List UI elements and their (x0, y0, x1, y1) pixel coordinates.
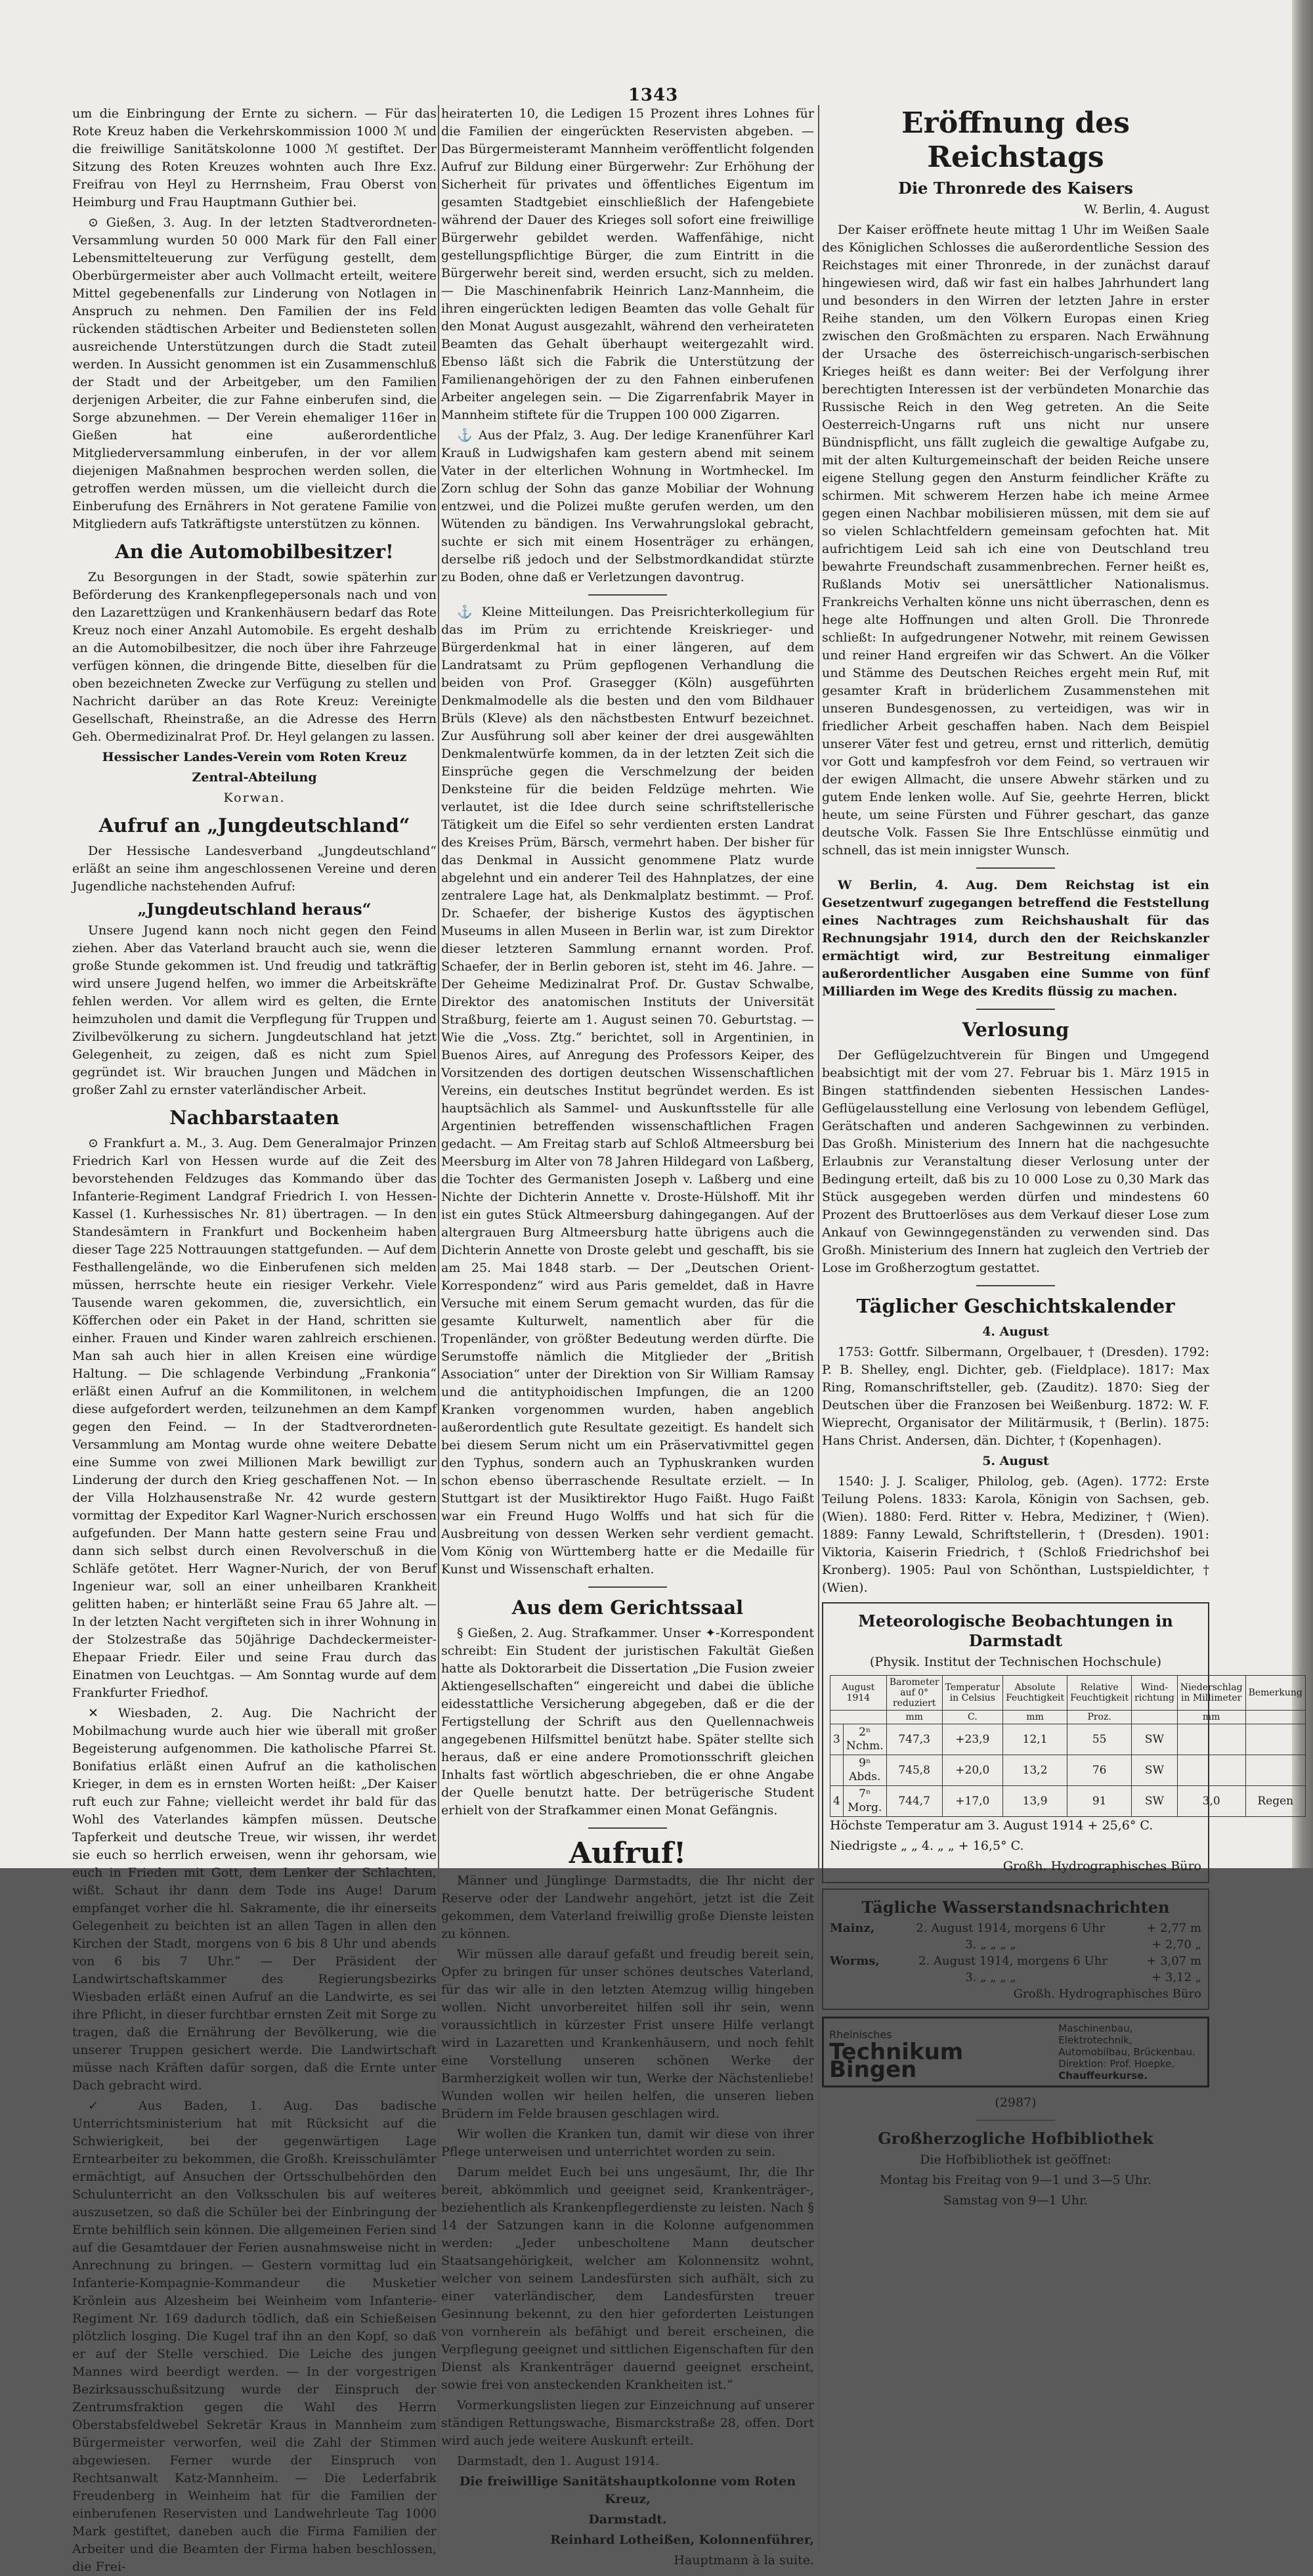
article-lottery: Der Geflügelzuchtverein für Bingen und Umgegend beabsichtigt mit der vom 27. Februar bis 1. März 1915 in Bingen stattfindenden siebenten Hessischen Landes-Geflügelausstellung eine Verlosung von lebendem Geflügel, Gerätschaften und anderen Sachgewinnen zu verbinden. Das Großh. Ministerium des Innern hat die nachgesuchte Erlaubnis zur Veranstaltung dieser Verlosung unter der Bedingung erteilt, daß bis zu 10 000 Lose zu 0,30 Mark das Stück ausgegeben werden dürfen und mindestens 60 Prozent des Bruttoerlöses aus dem Verkauf dieser Lose zum Ankauf von Gewinngegenständen zu verwenden sind. Das Großh. Ministerium des Innern hat zugleich den Vertrieb der Lose im Großherzogtum gestattet. (822, 1048, 1209, 1275)
weather-max-temp: Höchste Temperatur am 3. August 1914 + 25,6° C. (830, 1818, 1153, 1833)
weather-min-temp: Niedrigste „ „ 4. „ „ + 16,5° C. (830, 1839, 1024, 1853)
weather-cell: 13,9 (1003, 1786, 1067, 1817)
heading-automobile-owners: An die Automobilbesitzer! (115, 540, 394, 563)
signature-central-department: Zentral-Abteilung (192, 770, 317, 785)
weather-cell: 2ⁿ Nchm. (843, 1724, 886, 1755)
ad-label-rheinisches: Rheinisches (829, 2028, 892, 2041)
weather-header: Barometer auf 0° reduziert (886, 1676, 942, 1711)
heading-water-levels: Tägliche Wasserstandsnachrichten (861, 1898, 1170, 1917)
weather-header: Niederschlag in Millimeter (1177, 1676, 1245, 1711)
weather-table-body (830, 1724, 1306, 1817)
heading-lottery: Verlosung (962, 1018, 1069, 1041)
water-level: + 3,12 „ (1152, 1971, 1201, 1984)
weather-cell: 747,3 (886, 1724, 942, 1755)
weather-cell (1177, 1724, 1245, 1755)
weather-cell: +23,9 (942, 1724, 1002, 1755)
water-levels-list (830, 1920, 1201, 1986)
heading-reichstag-opening: Eröffnung des Reichstags (901, 106, 1130, 174)
article-jungdeutschland-body: Unsere Jugend kann noch nicht gegen den Feind ziehen. Aber das Vaterland braucht auch sie, wenn die große Stunde gekommen ist. Und freudig und tatkräftig wird unsere Jugend helfen, wo immer die Arbeitskräfte fehlen werden. Vor allem wird es gelten, die Ernte heimzuholen und damit die Verpflegung für Truppen und Zivilbevölkerung zu sichern. Jungdeutschland hat jetzt Gelegenheit, zu zeigen, daß es nicht zum Spiel gegründet ist. Wir brauchen Jungen und Mädchen in großer Zahl zu ernster vaterländischer Arbeit. (72, 923, 437, 1097)
subheading-jungdeutschland: „Jungdeutschland heraus“ (137, 900, 372, 919)
section-divider (976, 2120, 1055, 2121)
column-2 (441, 105, 814, 2567)
weather-signature: Großh. Hydrographisches Büro (1002, 1859, 1201, 1873)
water-level: + 2,70 „ (1152, 1938, 1201, 1952)
page-number: 1343 (628, 85, 679, 105)
weather-cell: 76 (1067, 1755, 1132, 1786)
article-throne-speech: Der Kaiser eröffnete heute mittag 1 Uhr im Weißen Saale des Königlichen Schlosses die außerordentliche Session des Reichstages mit einer Thronrede, in der zunächst darauf hingewiesen wird, daß wir fast ein halbes Jahrhundert lang und besonders in den Wirren der letzten Jahre in erster Reihe standen, um den Völkern Europas einen Krieg zwischen den Großmächten zu ersparen. Nach Erwähnung der Ursache des österreichisch-ungarisch-serbischen Krieges heißt es dann weiter: Bei der Verfolgung ihrer berechtigten Interessen ist der verbündeten Monarchie das Russische Reich in den Weg getreten. An die Seite Oesterreich-Ungarns ruft uns nicht nur unsere Bündnispflicht, uns fällt zugleich die gewaltige Aufgabe zu, mit der alten Kulturgemeinschaft der beiden Reiche unsere eigene Stellung gegen den Ansturm feindlicher Kräfte zu schirmen. Mit schwerem Herzen habe ich meine Armee gegen einen Nachbar mobilisieren müssen, mit dem sie auf so vielen Schlachtfeldern gemeinsam gefochten hat. Mit aufrichtigem Leid sah ich eine von Deutschland treu bewahrte Freundschaft zusammenbrechen. Ferner heißt es, Rußlands Motiv sei unersättlicher Nationalismus. Frankreichs Verhalten könne uns nicht überraschen, denn es hege alte Hoffnungen und alten Groll. Die Thronrede schließt: In aufgedrungener Notwehr, mit reinem Gewissen und reiner Hand ergreifen wir das Schwert. An die Völker und Stämme des Deutschen Reiches ergeht mein Ruf, mit gesamter Kraft in brüderlichem Zusammenstehen mit unseren Bundesgenossen, zu verteidigen, was wir in friedlicher Arbeit geschaffen haben. Nach dem Beispiel unserer Väter fest und getreu, ernst und ritterlich, demütig vor Gott und kampfesfroh vor dem Feind, so vertrauen wir der ewigen Allmacht, die unsere Abwehr stärken und zu gutem Ende lenken wolle. Auf Sie, geehrte Herren, blickt heute, um seine Fürsten und Führer geschart, das ganze deutsche Volk. Fassen Sie Ihre Entschlüsse einmütig und schnell, das ist mein innigster Wunsch. (822, 223, 1209, 858)
water-level: + 3,07 m (1146, 1954, 1201, 1968)
article-giessen: ⊙ Gießen, 3. Aug. In der letzten Stadtverordneten-Versammlung wurden 50 000 Mark für den Fall einer Lebensmittelteuerung zur Verfügung gestellt, dem Oberbürgermeister aber auch Vollmacht erteilt, weitere Mittel gegebenenfalls zur Linderung von Notlagen in Anspruch zu nehmen. Den Familien der ins Feld rückenden städtischen Arbeiter und Bediensteten sollen ausreichende Unterstützungen durch die Stadt zuteil werden. In Aussicht genommen ist ein Zusammenschluß der Stadt und der Arbeitgeber, um den Familien derjenigen Arbeiter, die zur Fahne einberufen sind, die Sorge abzunehmen. — Der Verein ehemaliger 116er in Gießen hat eine außerordentliche Mitgliederversammlung einberufen, in der vor allem diejenigen Maßnahmen besprochen werden sollen, die getroffen werden müssen, um die vielleicht durch die Einberufung des Ernährers in Not geratene Familie von Mitgliedern aufs Tatkräftigste unterstützen zu können. (72, 215, 437, 531)
ad-left-block (829, 2026, 1053, 2083)
article-supplementary-budget: W Berlin, 4. Aug. Dem Reichstag ist ein Gesetzentwurf zugegangen betreffend die Feststellung eines Nachtrages zum Reichshaushalt für das Rechnungsjahr 1914, durch den der Reichskanzler ermächtigt wird, zur Bestreitung einmaliger außerordentlicher Ausgaben eine Summe von fünf Milliarden im Wege des Kredits flüssig zu machen. (822, 878, 1209, 999)
calendar-entries-aug-5: 1540: J. J. Scaliger, Philolog, geb. (Agen). 1772: Erste Teilung Polens. 1833: Karola, Königin von Sachsen, geb. (Wien). 1880: Ferd. Ritter v. Hebra, Mediziner, † (Wien). 1889: Fanny Lewald, Schriftstellerin, † (Dresden). 1901: Viktoria, Kaiserin Friedrich, † (Schloß Friedrichshof bei Kronberg). 1905: Paul von Schönthan, Lustspieldichter, † (Wien). (822, 1474, 1209, 1595)
ad-subjects-1: Maschinenbau, Elektrotechnik, (1058, 2022, 1133, 2046)
weather-cell: 4 (830, 1786, 844, 1817)
water-date: 2. August 1914, morgens 6 Uhr (916, 1921, 1106, 1935)
section-divider (588, 594, 667, 596)
weather-header: Wind-richtung (1132, 1676, 1178, 1711)
article-court-giessen: § Gießen, 2. Aug. Strafkammer. Unser ✦-Korrespondent schreibt: Ein Student der juristischen Fakultät Gießen hatte als Doktorarbeit die Dissertation „Die Fusion zweier Aktiengesellschaften“ eingereicht und dabei die übliche eidesstattliche Versicherung abgegeben, daß er die der Fertigstellung der Schrift aus den Quellennachweis angegebenen Hilfsmittel benützt habe. Später stellte sich heraus, daß er eine andere Promotionsschrift gleichen Inhalts fast wörtlich abgeschrieben, die er ohne Angabe der Quelle benutzt hatte. Der betrügerische Student erhielt von der Strafkammer einen Monat Gefängnis. (441, 1626, 814, 1818)
weather-cell: 3,0 (1177, 1786, 1245, 1817)
weather-unit (830, 1711, 887, 1724)
column-rule (818, 105, 819, 2550)
weather-unit: mm (1003, 1711, 1067, 1724)
article-wiesbaden: ✕ Wiesbaden, 2. Aug. Die Nachricht der Mobilmachung wurde auch hier wie überall mit großer Begeisterung aufgenommen. Die katholische Pfarrei St. Bonifatius erläßt einen Aufruf an die katholischen Krieger, in dem es in ernsten Worten heißt: „Der Kaiser ruft euch zur Fahne; vielleicht werdet ihr bald für das Wohl des Vaterlandes kämpfen müssen. Deutsche Tapferkeit und deutsche Treue, wir wissen, ihr werdet sie euch so herrlich erweisen, wenn ihr gehorsam, wie euch in Frieden mit Gott, dem Lenker der Schlachten, wißt. Schaut ihr dann dem Tode ins Auge! Darum empfanget vorher die hl. Sakramente, die ihr einerseits Gelegenheit zu beichten ist an allen Tagen in allen den Kirchen der Stadt, morgens von 6 bis 8 Uhr und abends von 6 bis 7 Uhr.“ — Der Präsident der Landwirtschaftskammer des Regierungsbezirks Wiesbaden erläßt einen Aufruf an die Landwirte, es sei ihre Pflicht, in dieser furchtbar ernsten Zeit mit Sorge zu tragen, daß die Ernährung der Bevölkerung, wie die unserer Truppen gesichert werde. Die Landwirtschaft müsse nach Kräften dafür sorgen, daß die Ernte unter Dach gebracht wird. (72, 1706, 437, 2093)
calendar-entries-aug-4: 1753: Gottfr. Silbermann, Orgelbauer, † (Dresden). 1792: P. B. Shelley, engl. Dichter, geb. (Fieldplace). 1817: Max Ring, Romanschriftsteller, geb. (Zauditz). 1870: Sieg der Deutschen über die Franzosen bei Weißenburg. 1872: W. F. Wieprecht, Organisator der Militärmusik, † (Berlin). 1875: Hans Christ. Andersen, dän. Dichter, † (Kopenhagen). (822, 1345, 1209, 1448)
weather-cell: SW (1132, 1724, 1178, 1755)
heading-court-library: Großherzogliche Hofbibliothek (878, 2129, 1153, 2148)
weather-cell: SW (1132, 1755, 1178, 1786)
calendar-date-aug-5: 5. August (982, 1454, 1049, 1468)
weather-cell: 3 (830, 1724, 844, 1755)
ad-direction: Direktion: Prof. Hoepke. (1058, 2058, 1175, 2070)
weather-cell (1177, 1755, 1245, 1786)
weather-cell: 745,8 (886, 1755, 942, 1786)
weather-cell: +20,0 (942, 1755, 1002, 1786)
column-rule (438, 105, 439, 2550)
heading-jungdeutschland: Aufruf an „Jungdeutschland“ (98, 814, 410, 837)
water-levels-box (822, 1888, 1209, 2010)
column-3 (822, 105, 1302, 2550)
water-level-row (830, 1969, 1201, 1986)
weather-row (830, 1755, 1306, 1786)
article-pfalz: ⚓ Aus der Pfalz, 3. Aug. Der ledige Kranenführer Karl Krauß in Ludwigshafen kam gestern abend mit seinem Vater in der elterlichen Wohnung in Wortmheckel. Im Zorn schlug der Sohn das ganze Mobiliar der Wohnung entzwei, und die Polizei mußte gerufen werden, um den Wütenden zu bändigen. Ins Verwahrungslokal gebracht, suchte er sich mit einem Hosenträger zu erhängen, derselbe riß jedoch und der Selbstmordkandidat stürzte zu Boden, ohne daß er Verletzungen davontrug. (441, 428, 814, 584)
article-baden: ✓ Aus Baden, 1. Aug. Das badische Unterrichtsministerium hat mit Rücksicht auf die Schwierigkeit, bei der gegenwärtigen Lage Erntearbeiter zu bekommen, die Großh. Kreisschulämter ermächtigt, auf Ansuchen der Ortsschulbehörden den Schulunterricht an den Volksschulen bis auf weiteres auszusetzen, so daß die Schüler bei der Einbringung der Ernte behilflich sein können. Die allgemeinen Ferien sind auf die Gesamtdauer der Ferien ausnahmsweise nicht in Anrechnung zu bringen. — Gestern vormittag lud ein Infanterie-Kompagnie-Kommandeur die Musketier Krönlein aus Alzesheim bei Weinheim vom Infanterie-Regiment Nr. 169 dadurch tödlich, daß ein Schießeisen plötzlich losging. Die Kugel traf ihn an den Kopf, so daß er auf der Stelle verschied. Die Leiche des jungen Mannes wird beerdigt werden. — In der vorgestrigen Bezirksausschußsitzung wurde der Einspruch der Zentrumsfraktion gegen die Wahl des Herrn Oberstabsfeldwebel Sekretär Kraus in Mannheim zum Bürgermeister verworfen, weil die Zahl der Stimmen abgewiesen. Ferner wurde der Einspruch von Rechtsanwalt Katz-Mannheim. — Die Lederfabrik Freudenberg in Weinheim hat für die Familien der einberufenen Reservisten und Landwehrleute Tag 1000 Mark gestiftet, daneben auch die Firma Familien der Arbeiter und die Beamten der Firma haben beschlossen, die Frei- (72, 2099, 437, 2574)
water-date: 2. August 1914, morgens 6 Uhr (918, 1954, 1108, 1968)
ad-chauffeur-courses: Chauffeurkurse. (1058, 2070, 1148, 2082)
subheading-throne-speech: Die Thronrede des Kaisers (898, 179, 1133, 198)
appeal-paragraph-4: Darum meldet Euch bei uns ungesäumt, Ihr, die Ihr bereit, abkömmlich und geeignet seid, Krankenträger-, beziehentlich als Krankenpflegerdienste zu leisten. Nach § 14 der Satzungen kann in die Kolonne aufgenommen werden: „Jeder unbescholtene Mann deutscher Staatsangehörigkeit, welcher am Kolonnensitz wohnt, welcher von seinem Landesfürsten sich aufhält, sich zu einer vaterländischer, dem Landesfürsten treuer Gesinnung bekennt, zu den hier geforderten Leistungen von vornherein als befähigt und bereit erscheinen, die Verpflegung geeignet und sittlichen Eigenschaften für den Dienst als Krankenträger dauernd geeignet erscheint, sowie frei von ansteckenden Krankheiten ist.“ (441, 2165, 814, 2392)
appeal-signature-org: Die freiwillige Sanitätshauptkolonne vom Roten Kreuz, (459, 2474, 796, 2506)
library-open-label: Die Hofbibliothek ist geöffnet: (920, 2152, 1111, 2167)
weather-header: August 1914 (830, 1676, 887, 1711)
weather-cell (830, 1755, 844, 1786)
appeal-signature-leader: Reinhard Lotheißen, Kolonnenführer, (550, 2533, 814, 2547)
weather-unit: C. (942, 1711, 1002, 1724)
ad-subjects-2: Automobilbau, Brückenbau. (1058, 2046, 1195, 2058)
weather-unit (1132, 1711, 1178, 1724)
weather-cell: 91 (1067, 1786, 1132, 1817)
weather-cell (1245, 1724, 1305, 1755)
water-level: + 2,77 m (1146, 1921, 1201, 1935)
book-binding-edge (1292, 0, 1313, 1868)
appeal-paragraph-3: Wir wollen die Kranken tun, damit wir diese von ihrer Pflege unterweisen und unterrichtet worden zu sein. (441, 2127, 814, 2159)
section-divider (588, 1827, 667, 1829)
appeal-signature-rank: Hauptmann à la suite. (674, 2553, 814, 2567)
weather-unit: mm (1177, 1711, 1245, 1724)
weather-cell: +17,0 (942, 1786, 1002, 1817)
appeal-signature-city: Darmstadt. (588, 2512, 667, 2527)
water-date: 3. „ „ „ „ (965, 1938, 1016, 1952)
appeal-paragraph-5: Vormerkungslisten liegen zur Einzeichnung auf unserer ständigen Rettungswache, Bismarckstraße 28, offen. Dort wird auch jede weitere Auskunft erteilt. (441, 2398, 814, 2448)
library-hours-weekday: Montag bis Freitag von 9—1 und 3—5 Uhr. (880, 2173, 1152, 2187)
appeal-paragraph-2: Wir müssen alle darauf gefaßt und freudig bereit sein, Opfer zu bringen für unser schönes deutsches Vaterland, für das wir alle in den letzten Atemzug willig hingeben wollen. Nicht unvorbereitet hilfen soll ihr sein, wenn voraussichtlich in kürzester Frist unsere Hilfe verlangt wird in Lazaretten und Krankenhäusern, und noch fehlt eine Vorstellung unseren schönen Werke der Barmherzigkeit wollen wir tun, Werke der Nächstenliebe! Wunden wollen wir heilen helfen, die unseren lieben Brüdern im Felde brausen geschlagen wird. (441, 1947, 814, 2121)
dateline-berlin: W. Berlin, 4. August (1084, 202, 1209, 217)
weather-header: Bemerkung (1245, 1676, 1305, 1711)
weather-unit: Proz. (1067, 1711, 1132, 1724)
weather-unit (1245, 1711, 1305, 1724)
ad-title: Technikum Bingen (829, 2038, 964, 2083)
article-frankfurt: ⊙ Frankfurt a. M., 3. Aug. Dem Generalmajor Prinzen Friedrich Karl von Hessen wurde auf die Zeit des bevorstehenden Feldzuges das Kommando über das Infanterie-Regiment Landgraf Friedrich I. von Hessen-Kassel (1. Kurhessisches Nr. 81) übertragen. — In den Standesämtern in Frankfurt und Bockenheim haben dieser Tage 225 Nottrauungen stattgefunden. — Auf dem Festhallengelände, wo die Einberufenen sich melden müssen, herrschte heute ein riesiger Verkehr. Viele Tausende waren gekommen, die, zuversichtlich, ein Köfferchen oder ein Paket in der Hand, schritten sie einher. Frauen und Kinder waren zahlreich erschienen. Man sah auch hier in allen Kreisen eine würdige Haltung. — Die schlagende Verbindung „Frankonia“ erläßt einen Aufruf an die Kommilitonen, in welchem diese aufgefordert werden, teilzunehmen an dem Kampf gegen den Feind. — In der Stadtverordneten-Versammlung am Montag wurde ohne weitere Debatte eine Summe von zwei Millionen Mark bewilligt zur Linderung der durch den Krieg geschaffenen Not. — In der Villa Holzhausenstraße Nr. 42 wurde gestern vormittag der Expeditor Karl Wagner-Nurich erschossen aufgefunden. Der Mann hatte gestern seine Frau und dann sich selbst durch einen Revolverschuß in die Schläfe getötet. Herr Wagner-Nurich, der von Beruf Ingenieur war, soll an einer unheilbaren Krankheit gelitten haben; er hinterläßt seine Frau 65 Jahre alt. — In der letzten Nacht vergifteten sich in ihrer Wohnung in der Stolzestraße das 50jährige Dachdeckermeister-Ehepaar Friedr. Eiler und seine Frau durch das Einatmen von Leuchtgas. — Am Sonntag wurde auf dem Frankfurter Friedhof. (72, 1136, 437, 1700)
water-level-row (830, 1953, 1201, 1969)
weather-cell: 13,2 (1003, 1755, 1067, 1786)
ad-right-block (1058, 2022, 1202, 2082)
weather-cell: 9ⁿ Abds. (843, 1755, 886, 1786)
article-brief-news: ⚓ Kleine Mitteilungen. Das Preisrichterkollegium für das im Prüm zu errichtende Kreiskrieger- und Bürgerdenkmal hat in einer längeren, auf dem Landratsamt zu Prüm gepflogenen Verhandlung die beiden von Prof. Grasegger (Köln) ausgeführten Denkmalmodelle als die besten und den vom Bildhauer Brüls (Kleve) als den nächstbesten Entwurf bezeichnet. Zur Ausführung soll aber keiner der drei ausgewählten Denkmalentwürfe kommen, da in der letzten Zeit sich die Einsprüche gegen die Verschmelzung der beiden Denksteine für die beiden Feldzüge mehrten. Wie verlautet, ist die Idee durch seine schriftstellerische Tätigkeit um die Eifel so sehr verdienten ersten Landrat des Kreises Prüm, Bärsch, vermehrt haben. Der bisher für das Denkmal in Aussicht genommene Platz wurde abgelehnt und ein anderer Teil des Hahnplatzes, der eine zentralere Lage hat, als Denkmalplatz bestimmt. — Prof. Dr. Schaefer, der bisherige Kustos des ägyptischen Museums in allen Museen in Berlin war, ist zum Direktor dieser letzteren Sammlung ernannt worden. Prof. Schaefer, der in Berlin geboren ist, steht im 46. Jahre. — Der Geheime Medizinalrat Prof. Dr. Gustav Schwalbe, Direktor des anatomischen Instituts der Universität Straßburg, feierte am 1. August seinen 70. Geburtstag. — Wie die „Voss. Ztg.“ berichtet, soll in Argentinien, in Buenos Aires, auf Anregung des Professors Keiper, des Vorsitzenden des dortigen deutschen Wissenschaftlichen Vereins, ein deutsches Institut begründet werden. Es ist hauptsächlich als Sammel- und Auskunftsstelle für alle Argentinien betreffenden wissenschaftlichen Fragen gedacht. — Am Freitag starb auf Schloß Altmeersburg bei Meersburg im Alter von 78 Jahren Hildegard von Laßberg, die Tochter des Germanisten Joseph v. Laßberg und eine Nichte der Dichterin Annette v. Droste-Hülshoff. Mit ihr ist ein gutes Stück Altmeersburg dahingegangen. Auf der altergrauen Burg Altmeersburg hatte übrigens auch die Dichterin Annette von Droste gelebt und geschafft, bis sie am 25. Mai 1848 starb. — Der „Deutschen Orient-Korrespondenz“ wird aus Paris gemeldet, daß in Havre Versuche mit einem Serum gemacht wurden, das für die gesamte Kulturwelt, namentlich aber für die Tropenländer, von größter Bedeutung werden dürfte. Die Serumstoffe nämlich die Mitglieder der „British Association“ unter der Direktion von Sir William Ramsay und die antityphoidischen Impfungen, die an 1200 Kranken vorgenommen wurden, haben angeblich außerordentlich gute Resultate gezeitigt. Es handelt sich bei diesem Serum nicht um ein Präservativmittel gegen den Typhus, sondern auch an Typhuskranken wurden schon ebenso überraschende Resultate erzielt. — In Stuttgart ist der Musiktirektor Hugo Faißt. Hugo Faißt war ein Freund Hugo Wolffs und hat sich für die Ausbreitung von dessen Werken sehr verdient gemacht. Vom König von Württemberg hatte er die Medaille für Kunst und Wissenschaft erhalten. (441, 605, 814, 1577)
heading-neighbor-states: Nachbarstaaten (169, 1106, 339, 1129)
section-divider (976, 1285, 1055, 1286)
weather-cell (1245, 1755, 1305, 1786)
article-jungdeutschland-intro: Der Hessische Landesverband „Jungdeutschland“ erläßt an seine ihm angeschlossenen Vereine und deren Jugendliche nachstehenden Aufruf: (72, 844, 437, 894)
weather-cell: SW (1132, 1786, 1178, 1817)
signature-red-cross-association: Hessischer Landes-Verein vom Roten Kreuz (102, 750, 407, 764)
water-level-row (830, 1920, 1201, 1936)
column-1 (72, 105, 437, 2574)
heading-court-room: Aus dem Gerichtssaal (511, 1596, 744, 1619)
weather-row (830, 1724, 1306, 1755)
appeal-paragraph-1: Männer und Jünglinge Darmstadts, die Ihr nicht der Reserve oder der Landwehr angehört, jetzt ist die Zeit gekommen, dem Vaterland freiwillig große Dienste leisten zu können. (441, 1873, 814, 1941)
water-level-row (830, 1936, 1201, 1953)
ad-number: (2987) (995, 2095, 1037, 2110)
weather-cell: 744,7 (886, 1786, 942, 1817)
weather-header: Absolute Feuchtigkeit (1003, 1676, 1067, 1711)
heading-history-calendar: Täglicher Geschichtskalender (856, 1295, 1175, 1317)
article-mannheim: heiraterten 10, die Ledigen 15 Prozent ihres Lohnes für die Familien der eingerückten Reservisten abgeben. — Das Bürgermeisteramt Mannheim veröffentlicht folgenden Aufruf zur Bildung einer Bürgerwehr: Zur Erhöhung der Sicherheit für privates und öffentliches Eigentum im gesamten Stadtgebiet einschließlich der Hafengebiete während der Dauer des Krieges soll sofort eine freiwillige Bürgerwehr gebildet werden. Waffenfähige, nicht gestellungspflichtige Bürger, die zum Eintritt in die Bürgerwehr bereit sind, werden ersucht, sich zu melden. — Die Maschinenfabrik Heinrich Lanz-Mannheim, die ihren eingerückten ledigen Beamten das volle Gehalt für den Monat August ausgezahlt, während den verheirateten Beamten das Gehalt überhaupt weitergezahlt wird. Ebenso läßt sich die Fabrik die Unterstützung der Familienangehörigen der zu den Fahnen einberufenen Arbeiter angelegen sein. — Die Zigarrenfabrik Mayer in Mannheim stiftete für die Truppen 100 000 Zigarren. (441, 106, 814, 422)
weather-header: Relative Feuchtigkeit (1067, 1676, 1132, 1711)
water-station: Mainz, (830, 1921, 875, 1935)
water-signature: Großh. Hydrographisches Büro (1013, 1987, 1201, 2001)
weather-row (830, 1786, 1306, 1817)
weather-box (822, 1602, 1302, 1883)
weather-cell: Regen (1245, 1786, 1305, 1817)
weather-cell: 55 (1067, 1724, 1132, 1755)
appeal-date: Darmstadt, den 1. August 1914. (457, 2454, 660, 2468)
signature-name: Korwan. (223, 791, 286, 805)
weather-header: Temperatur in Celsius (942, 1676, 1002, 1711)
water-date: 3. „ „ „ „ (965, 1971, 1016, 1984)
library-hours-saturday: Samstag von 9—1 Uhr. (943, 2193, 1088, 2208)
section-divider (588, 1586, 667, 1588)
weather-table (830, 1675, 1306, 1817)
article-red-cross-donations: um die Einbringung der Ernte zu sichern. — Für das Rote Kreuz haben die Verkehrskommission 1000 ℳ und die freiwillige Sanitätskolonne 1000 ℳ gestiftet. Der Sitzung des Roten Kreuzes wohnten auch Ihre Exz. Freifrau von Heyl zu Herrnsheim, Frau Oberst von Heimburg und Frau Hauptmann Guthier bei. (72, 106, 437, 209)
section-divider (976, 1009, 1055, 1010)
article-automobile-appeal: Zu Besorgungen in der Stadt, sowie späterhin zur Beförderung des Krankenpflegepersonals nach und von den Lazarettzügen und Krankenhäusern bedarf das Rote Kreuz noch einer Anzahl Automobile. Es ergeht deshalb an die Automobilbesitzer, die noch über ihre Fahrzeuge verfügen können, die dringende Bitte, dieselben für die oben bezeichneten Zwecke zur Verfügung zu stellen und Nachricht darüber an das Rote Kreuz: Vereinigte Gesellschaft, Rheinstraße, an die Adresse des Herrn Geh. Obermedizinalrat Prof. Dr. Heyl gelangen zu lassen. (72, 570, 437, 744)
advertisement-technikum-bingen (822, 2017, 1209, 2087)
weather-cell: 12,1 (1003, 1724, 1067, 1755)
heading-weather: Meteorologische Beobachtungen in Darmstadt (858, 1611, 1173, 1650)
water-station: Worms, (830, 1954, 880, 1968)
section-divider (976, 867, 1055, 869)
weather-cell: 7ⁿ Morg. (843, 1786, 886, 1817)
weather-institute: (Physik. Institut der Technischen Hochschule) (869, 1655, 1162, 1669)
weather-unit: mm (886, 1711, 942, 1724)
calendar-date-aug-4: 4. August (982, 1324, 1049, 1339)
heading-appeal: Aufruf! (569, 1837, 687, 1870)
